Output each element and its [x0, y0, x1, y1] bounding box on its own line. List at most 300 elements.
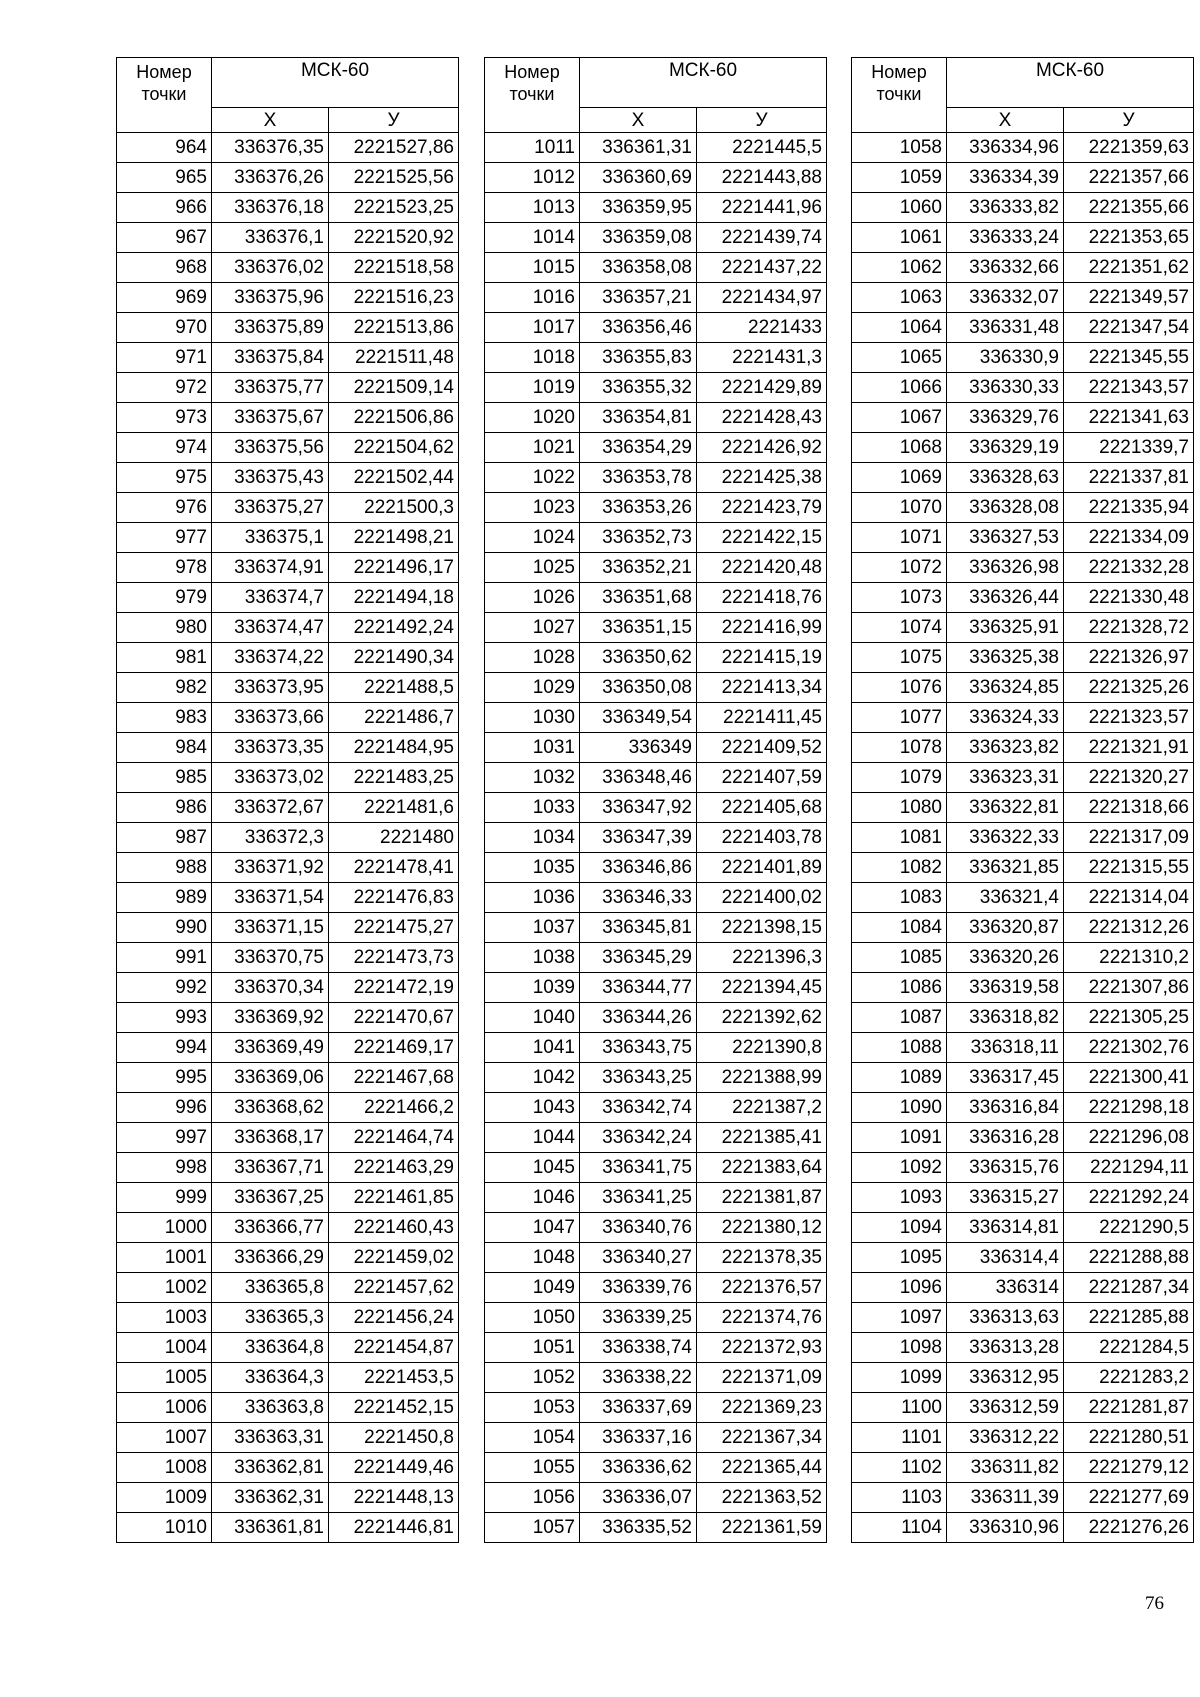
y-coordinate-cell: 2221287,34	[1064, 1273, 1194, 1303]
point-number-cell: 1037	[485, 913, 580, 943]
x-coordinate-cell: 336375,89	[212, 313, 329, 343]
y-coordinate-cell: 2221359,63	[1064, 133, 1194, 163]
table-row	[852, 883, 1194, 913]
y-coordinate-cell: 2221511,48	[329, 343, 459, 373]
x-coordinate-cell: 336317,45	[947, 1063, 1064, 1093]
point-number-cell: 1040	[485, 1003, 580, 1033]
point-number-header: Номер точки	[117, 58, 212, 133]
x-coordinate-cell: 336375,43	[212, 463, 329, 493]
x-coordinate-cell: 336358,08	[580, 253, 697, 283]
point-number-cell: 981	[117, 643, 212, 673]
x-coordinate-cell: 336376,02	[212, 253, 329, 283]
y-coordinate-cell: 2221328,72	[1064, 613, 1194, 643]
x-coordinate-cell: 336365,3	[212, 1303, 329, 1333]
table-row	[852, 1093, 1194, 1123]
table-row	[852, 223, 1194, 253]
x-coordinate-cell: 336353,26	[580, 493, 697, 523]
table-row	[485, 613, 827, 643]
x-coordinate-cell: 336323,31	[947, 763, 1064, 793]
x-coordinate-cell: 336316,84	[947, 1093, 1064, 1123]
y-coordinate-cell: 2221392,62	[697, 1003, 827, 1033]
point-number-cell: 1058	[852, 133, 947, 163]
x-coordinate-cell: 336375,56	[212, 433, 329, 463]
table-row	[485, 553, 827, 583]
x-coordinate-cell: 336310,96	[947, 1513, 1064, 1543]
table-row	[117, 823, 459, 853]
x-coordinate-cell: 336316,28	[947, 1123, 1064, 1153]
x-coordinate-cell: 336328,08	[947, 493, 1064, 523]
y-coordinate-cell: 2221403,78	[697, 823, 827, 853]
table-row	[485, 343, 827, 373]
y-coordinate-cell: 2221367,34	[697, 1423, 827, 1453]
table-row	[485, 1123, 827, 1153]
table-row	[485, 433, 827, 463]
table-row	[852, 313, 1194, 343]
x-coordinate-cell: 336364,8	[212, 1333, 329, 1363]
x-coordinate-cell: 336345,81	[580, 913, 697, 943]
x-coordinate-cell: 336356,46	[580, 313, 697, 343]
point-number-cell: 971	[117, 343, 212, 373]
y-coordinate-cell: 2221341,63	[1064, 403, 1194, 433]
table-row	[852, 1183, 1194, 1213]
y-coordinate-cell: 2221525,56	[329, 163, 459, 193]
table-row	[485, 313, 827, 343]
point-number-cell: 973	[117, 403, 212, 433]
x-coordinate-cell: 336332,07	[947, 283, 1064, 313]
x-coordinate-cell: 336329,19	[947, 433, 1064, 463]
x-coordinate-cell: 336321,4	[947, 883, 1064, 913]
table-row	[485, 1033, 827, 1063]
x-coordinate-cell: 336336,07	[580, 1483, 697, 1513]
y-column-header: У	[697, 108, 827, 133]
x-coordinate-cell: 336361,81	[212, 1513, 329, 1543]
x-coordinate-cell: 336332,66	[947, 253, 1064, 283]
table-row	[117, 1303, 459, 1333]
y-coordinate-cell: 2221506,86	[329, 403, 459, 433]
x-coordinate-cell: 336339,25	[580, 1303, 697, 1333]
x-coordinate-cell: 336363,8	[212, 1393, 329, 1423]
y-coordinate-cell: 2221500,3	[329, 493, 459, 523]
y-coordinate-cell: 2221302,76	[1064, 1033, 1194, 1063]
y-coordinate-cell: 2221369,23	[697, 1393, 827, 1423]
x-coordinate-cell: 336315,27	[947, 1183, 1064, 1213]
x-coordinate-cell: 336322,81	[947, 793, 1064, 823]
x-coordinate-cell: 336325,91	[947, 613, 1064, 643]
point-number-cell: 1041	[485, 1033, 580, 1063]
point-number-cell: 1081	[852, 823, 947, 853]
point-number-cell: 982	[117, 673, 212, 703]
point-number-cell: 1044	[485, 1123, 580, 1153]
point-number-cell: 1073	[852, 583, 947, 613]
table-row	[485, 1153, 827, 1183]
y-coordinate-cell: 2221484,95	[329, 733, 459, 763]
x-coordinate-cell: 336375,27	[212, 493, 329, 523]
x-coordinate-cell: 336355,83	[580, 343, 697, 373]
point-number-cell: 986	[117, 793, 212, 823]
y-coordinate-cell: 2221416,99	[697, 613, 827, 643]
x-coordinate-cell: 336373,02	[212, 763, 329, 793]
x-coordinate-cell: 336334,39	[947, 163, 1064, 193]
y-coordinate-cell: 2221323,57	[1064, 703, 1194, 733]
point-number-cell: 985	[117, 763, 212, 793]
x-column-header: Х	[580, 108, 697, 133]
table-row	[117, 1333, 459, 1363]
point-number-cell: 965	[117, 163, 212, 193]
table-row	[485, 253, 827, 283]
point-number-cell: 966	[117, 193, 212, 223]
table-row	[117, 193, 459, 223]
y-coordinate-cell: 2221446,81	[329, 1513, 459, 1543]
y-coordinate-cell: 2221459,02	[329, 1243, 459, 1273]
y-coordinate-cell: 2221448,13	[329, 1483, 459, 1513]
y-coordinate-cell: 2221285,88	[1064, 1303, 1194, 1333]
table-row	[117, 373, 459, 403]
x-coordinate-cell: 336359,08	[580, 223, 697, 253]
y-coordinate-cell: 2221305,25	[1064, 1003, 1194, 1033]
table-row	[117, 283, 459, 313]
y-coordinate-cell: 2221450,8	[329, 1423, 459, 1453]
x-coordinate-cell: 336354,81	[580, 403, 697, 433]
table-row	[485, 793, 827, 823]
y-coordinate-cell: 2221428,43	[697, 403, 827, 433]
y-coordinate-cell: 2221334,09	[1064, 523, 1194, 553]
y-coordinate-cell: 2221343,57	[1064, 373, 1194, 403]
table-row	[852, 793, 1194, 823]
y-coordinate-cell: 2221394,45	[697, 973, 827, 1003]
point-number-cell: 1100	[852, 1393, 947, 1423]
point-number-cell: 979	[117, 583, 212, 613]
point-number-cell: 1019	[485, 373, 580, 403]
y-coordinate-cell: 2221470,67	[329, 1003, 459, 1033]
table-row	[117, 1273, 459, 1303]
x-coordinate-cell: 336312,22	[947, 1423, 1064, 1453]
y-coordinate-cell: 2221357,66	[1064, 163, 1194, 193]
point-number-cell: 1084	[852, 913, 947, 943]
point-number-cell: 1005	[117, 1363, 212, 1393]
table-row	[117, 313, 459, 343]
x-coordinate-cell: 336374,91	[212, 553, 329, 583]
table-row	[117, 733, 459, 763]
table-row	[117, 463, 459, 493]
point-number-cell: 983	[117, 703, 212, 733]
point-number-cell: 1092	[852, 1153, 947, 1183]
y-coordinate-cell: 2221476,83	[329, 883, 459, 913]
x-coordinate-cell: 336343,75	[580, 1033, 697, 1063]
table-row	[485, 673, 827, 703]
table-row	[485, 1423, 827, 1453]
point-number-cell: 1016	[485, 283, 580, 313]
y-coordinate-cell: 2221463,29	[329, 1153, 459, 1183]
x-coordinate-cell: 336318,82	[947, 1003, 1064, 1033]
y-coordinate-cell: 2221523,25	[329, 193, 459, 223]
x-coordinate-cell: 336375,67	[212, 403, 329, 433]
x-coordinate-cell: 336373,66	[212, 703, 329, 733]
y-coordinate-cell: 2221335,94	[1064, 493, 1194, 523]
coordinate-system-header: МСК-60	[212, 58, 459, 108]
x-coordinate-cell: 336372,3	[212, 823, 329, 853]
point-number-cell: 1013	[485, 193, 580, 223]
x-coordinate-cell: 336324,33	[947, 703, 1064, 733]
y-coordinate-cell: 2221277,69	[1064, 1483, 1194, 1513]
point-number-cell: 967	[117, 223, 212, 253]
x-coordinate-cell: 336355,32	[580, 373, 697, 403]
table-row	[852, 1003, 1194, 1033]
table-row	[485, 1183, 827, 1213]
x-coordinate-cell: 336320,87	[947, 913, 1064, 943]
x-coordinate-cell: 336315,76	[947, 1153, 1064, 1183]
y-coordinate-cell: 2221475,27	[329, 913, 459, 943]
x-coordinate-cell: 336363,31	[212, 1423, 329, 1453]
table-row	[852, 613, 1194, 643]
point-number-cell: 1090	[852, 1093, 947, 1123]
y-coordinate-cell: 2221418,76	[697, 583, 827, 613]
coordinates-table	[851, 57, 1194, 1543]
y-coordinate-cell: 2221300,41	[1064, 1063, 1194, 1093]
y-coordinate-cell: 2221298,18	[1064, 1093, 1194, 1123]
x-coordinate-cell: 336376,18	[212, 193, 329, 223]
y-coordinate-cell: 2221388,99	[697, 1063, 827, 1093]
y-coordinate-cell: 2221433	[697, 313, 827, 343]
point-number-cell: 1099	[852, 1363, 947, 1393]
x-coordinate-cell: 336314,81	[947, 1213, 1064, 1243]
point-number-cell: 1002	[117, 1273, 212, 1303]
table-row	[485, 373, 827, 403]
y-coordinate-cell: 2221453,5	[329, 1363, 459, 1393]
point-number-cell: 1014	[485, 223, 580, 253]
point-number-cell: 995	[117, 1063, 212, 1093]
table-row	[852, 913, 1194, 943]
point-number-cell: 1082	[852, 853, 947, 883]
point-number-cell: 1020	[485, 403, 580, 433]
table-row	[485, 283, 827, 313]
point-number-cell: 1065	[852, 343, 947, 373]
table-row	[485, 1303, 827, 1333]
point-number-cell: 1039	[485, 973, 580, 1003]
table-row	[117, 703, 459, 733]
x-coordinate-cell: 336365,8	[212, 1273, 329, 1303]
x-coordinate-cell: 336371,92	[212, 853, 329, 883]
point-number-cell: 980	[117, 613, 212, 643]
table-row	[485, 223, 827, 253]
table-row	[117, 1003, 459, 1033]
point-number-cell: 1098	[852, 1333, 947, 1363]
point-number-cell: 1045	[485, 1153, 580, 1183]
x-coordinate-cell: 336338,74	[580, 1333, 697, 1363]
point-number-cell: 1054	[485, 1423, 580, 1453]
point-number-cell: 969	[117, 283, 212, 313]
table-row	[485, 1213, 827, 1243]
coordinate-system-header: МСК-60	[580, 58, 827, 108]
y-coordinate-cell: 2221480	[329, 823, 459, 853]
table-row	[117, 943, 459, 973]
point-number-cell: 968	[117, 253, 212, 283]
y-coordinate-cell: 2221390,8	[697, 1033, 827, 1063]
table-row	[117, 973, 459, 1003]
x-coordinate-cell: 336323,82	[947, 733, 1064, 763]
point-number-cell: 964	[117, 133, 212, 163]
y-coordinate-cell: 2221318,66	[1064, 793, 1194, 823]
table-row	[117, 583, 459, 613]
point-number-cell: 991	[117, 943, 212, 973]
x-column-header: Х	[947, 108, 1064, 133]
x-coordinate-cell: 336376,1	[212, 223, 329, 253]
x-coordinate-cell: 336352,73	[580, 523, 697, 553]
x-coordinate-cell: 336376,35	[212, 133, 329, 163]
point-number-cell: 1069	[852, 463, 947, 493]
y-coordinate-cell: 2221502,44	[329, 463, 459, 493]
x-coordinate-cell: 336325,38	[947, 643, 1064, 673]
point-number-cell: 1008	[117, 1453, 212, 1483]
y-coordinate-cell: 2221361,59	[697, 1513, 827, 1543]
x-coordinate-cell: 336324,85	[947, 673, 1064, 703]
table-row	[117, 913, 459, 943]
point-number-cell: 1006	[117, 1393, 212, 1423]
x-coordinate-cell: 336313,63	[947, 1303, 1064, 1333]
y-coordinate-cell: 2221460,43	[329, 1213, 459, 1243]
x-coordinate-cell: 336327,53	[947, 523, 1064, 553]
table-row	[852, 433, 1194, 463]
y-coordinate-cell: 2221363,52	[697, 1483, 827, 1513]
x-coordinate-cell: 336376,26	[212, 163, 329, 193]
y-coordinate-cell: 2221349,57	[1064, 283, 1194, 313]
x-coordinate-cell: 336364,3	[212, 1363, 329, 1393]
y-coordinate-cell: 2221423,79	[697, 493, 827, 523]
x-coordinate-cell: 336320,26	[947, 943, 1064, 973]
x-coordinate-cell: 336369,49	[212, 1033, 329, 1063]
y-coordinate-cell: 2221464,74	[329, 1123, 459, 1153]
y-coordinate-cell: 2221407,59	[697, 763, 827, 793]
table-row	[852, 193, 1194, 223]
y-coordinate-cell: 2221347,54	[1064, 313, 1194, 343]
x-coordinate-cell: 336367,25	[212, 1183, 329, 1213]
point-number-header: Номер точки	[485, 58, 580, 133]
point-number-cell: 1089	[852, 1063, 947, 1093]
table-row	[117, 613, 459, 643]
point-number-cell: 1017	[485, 313, 580, 343]
point-number-cell: 1018	[485, 343, 580, 373]
table-row	[485, 1513, 827, 1543]
y-coordinate-cell: 2221351,62	[1064, 253, 1194, 283]
table-row	[117, 1453, 459, 1483]
table-row	[852, 643, 1194, 673]
table-row	[485, 193, 827, 223]
x-coordinate-cell: 336372,67	[212, 793, 329, 823]
point-number-cell: 1075	[852, 643, 947, 673]
y-coordinate-cell: 2221494,18	[329, 583, 459, 613]
x-coordinate-cell: 336337,16	[580, 1423, 697, 1453]
y-coordinate-cell: 2221290,5	[1064, 1213, 1194, 1243]
x-coordinate-cell: 336368,62	[212, 1093, 329, 1123]
point-number-cell: 1083	[852, 883, 947, 913]
table-row	[852, 1063, 1194, 1093]
point-number-cell: 1031	[485, 733, 580, 763]
point-number-cell: 1026	[485, 583, 580, 613]
point-number-cell: 1096	[852, 1273, 947, 1303]
point-number-cell: 1036	[485, 883, 580, 913]
table-row	[852, 823, 1194, 853]
point-number-cell: 1042	[485, 1063, 580, 1093]
table-row	[852, 1423, 1194, 1453]
x-coordinate-cell: 336374,47	[212, 613, 329, 643]
x-coordinate-cell: 336352,21	[580, 553, 697, 583]
x-column-header: Х	[212, 108, 329, 133]
x-coordinate-cell: 336370,75	[212, 943, 329, 973]
table-row	[117, 1213, 459, 1243]
table-row	[485, 1483, 827, 1513]
table-row	[117, 403, 459, 433]
x-coordinate-cell: 336371,54	[212, 883, 329, 913]
coordinate-system-header: МСК-60	[947, 58, 1194, 108]
y-coordinate-cell: 2221429,89	[697, 373, 827, 403]
point-number-cell: 976	[117, 493, 212, 523]
point-number-cell: 1070	[852, 493, 947, 523]
point-number-cell: 1080	[852, 793, 947, 823]
y-coordinate-cell: 2221422,15	[697, 523, 827, 553]
point-number-cell: 990	[117, 913, 212, 943]
table-row	[485, 463, 827, 493]
y-coordinate-cell: 2221492,24	[329, 613, 459, 643]
y-coordinate-cell: 2221420,48	[697, 553, 827, 583]
y-coordinate-cell: 2221281,87	[1064, 1393, 1194, 1423]
point-number-cell: 1022	[485, 463, 580, 493]
point-number-cell: 1091	[852, 1123, 947, 1153]
y-coordinate-cell: 2221380,12	[697, 1213, 827, 1243]
y-coordinate-cell: 2221276,26	[1064, 1513, 1194, 1543]
point-number-cell: 1048	[485, 1243, 580, 1273]
point-number-cell: 970	[117, 313, 212, 343]
y-coordinate-cell: 2221478,41	[329, 853, 459, 883]
point-number-cell: 1102	[852, 1453, 947, 1483]
table-row	[852, 853, 1194, 883]
table-row	[852, 163, 1194, 193]
point-number-cell: 1032	[485, 763, 580, 793]
y-coordinate-cell: 2221498,21	[329, 523, 459, 553]
table-row	[852, 373, 1194, 403]
x-coordinate-cell: 336313,28	[947, 1333, 1064, 1363]
point-number-cell: 1094	[852, 1213, 947, 1243]
x-coordinate-cell: 336373,35	[212, 733, 329, 763]
point-number-cell: 1079	[852, 763, 947, 793]
table-row	[485, 1243, 827, 1273]
table-row	[117, 493, 459, 523]
point-number-cell: 1103	[852, 1483, 947, 1513]
point-number-cell: 1059	[852, 163, 947, 193]
point-number-cell: 999	[117, 1183, 212, 1213]
x-coordinate-cell: 336371,15	[212, 913, 329, 943]
table-row	[117, 223, 459, 253]
x-coordinate-cell: 336351,15	[580, 613, 697, 643]
point-number-cell: 1067	[852, 403, 947, 433]
point-number-cell: 1078	[852, 733, 947, 763]
x-coordinate-cell: 336311,39	[947, 1483, 1064, 1513]
point-number-cell: 1061	[852, 223, 947, 253]
y-coordinate-cell: 2221452,15	[329, 1393, 459, 1423]
point-number-cell: 1004	[117, 1333, 212, 1363]
x-coordinate-cell: 336311,82	[947, 1453, 1064, 1483]
y-coordinate-cell: 2221312,26	[1064, 913, 1194, 943]
x-coordinate-cell: 336326,98	[947, 553, 1064, 583]
x-coordinate-cell: 336351,68	[580, 583, 697, 613]
point-number-cell: 1024	[485, 523, 580, 553]
point-number-cell: 989	[117, 883, 212, 913]
point-number-cell: 1021	[485, 433, 580, 463]
table-row	[852, 1483, 1194, 1513]
x-coordinate-cell: 336326,44	[947, 583, 1064, 613]
x-coordinate-cell: 336367,71	[212, 1153, 329, 1183]
point-number-cell: 1035	[485, 853, 580, 883]
table-row	[852, 1393, 1194, 1423]
x-coordinate-cell: 336344,26	[580, 1003, 697, 1033]
